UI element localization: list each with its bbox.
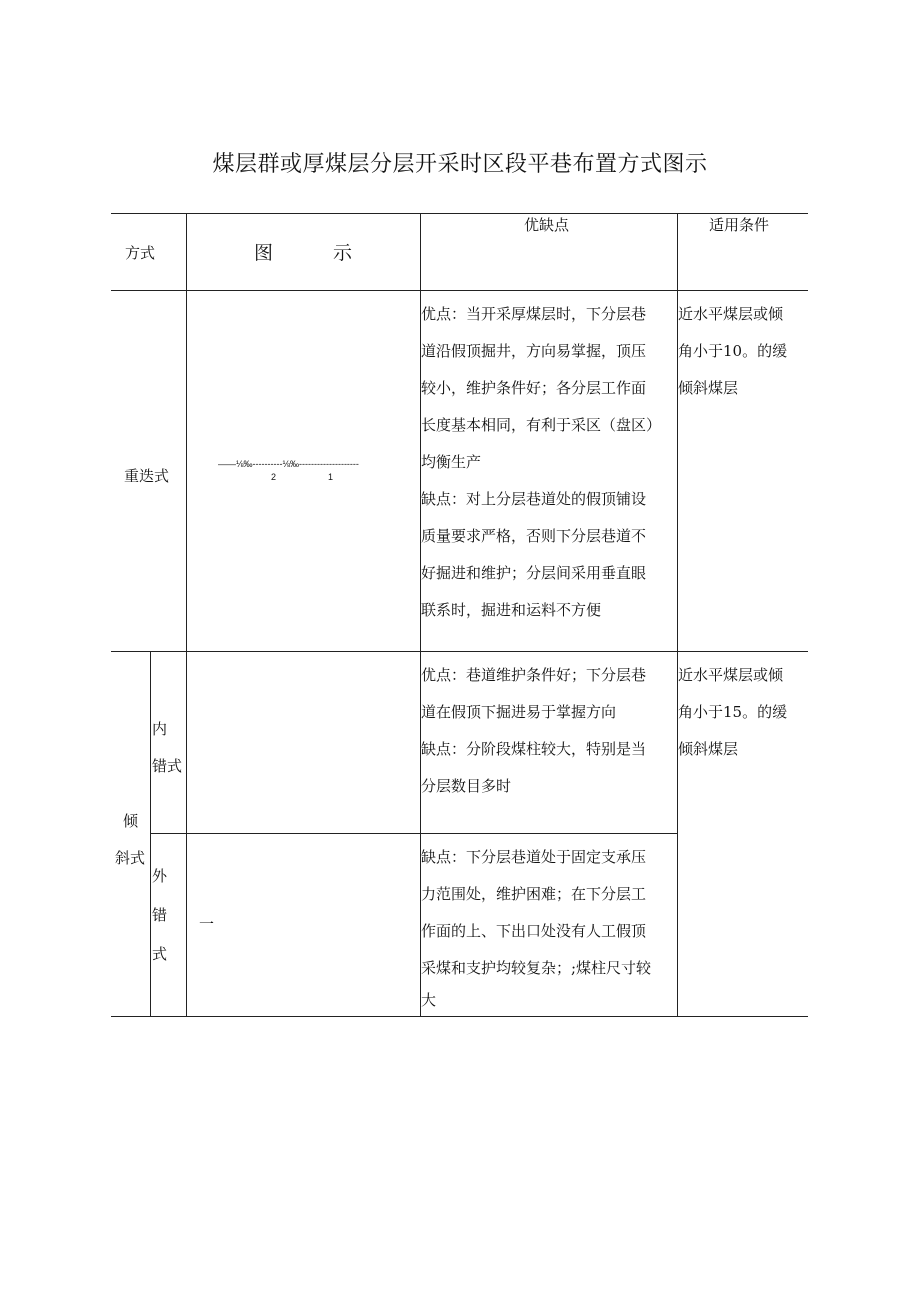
inner-text-line: 分层数目多时: [421, 777, 512, 795]
outer-diagram-mark: 一: [199, 915, 215, 933]
stacked-text-line: 道沿假顶掘井，方向易掌握，顶压: [421, 342, 647, 360]
method-inner-1: 内: [152, 720, 168, 738]
subcol-divider: [150, 651, 151, 1016]
outer-text-line: 采煤和支护均较复杂；;煤柱尺寸较: [421, 959, 652, 977]
header-diagram-2: 示: [333, 242, 353, 264]
header-divider: [111, 290, 808, 291]
outer-text-line: 缺点：下分层巷道处于固定支承压: [421, 848, 647, 866]
stacked-text-line: 缺点：对上分层巷道处的假顶铺设: [421, 490, 647, 508]
stacked-diagram-line: ——⅛‰----------⅛‰--------------------: [218, 459, 359, 469]
outer-text-line: 作面的上、下出口处没有人工假顶: [421, 922, 647, 940]
method-stacked: 重迭式: [124, 467, 170, 485]
inner-text-line: 缺点：分阶段煤柱较大，特别是当: [421, 740, 647, 758]
inner-condition-line: 角小于15。的缓: [678, 703, 788, 721]
method-inner-2: 错式: [152, 757, 183, 775]
outer-text-line: 力范围处，维护困难；在下分层工: [421, 885, 647, 903]
stacked-text-line: 优点：当开采厚煤层时，下分层巷: [421, 305, 647, 323]
inner-text-line: 优点：巷道维护条件好；下分层巷: [421, 666, 647, 684]
row-divider: [111, 651, 808, 652]
header-method: 方式: [125, 244, 156, 262]
col-divider-1: [186, 213, 187, 1016]
stacked-diagram-label-2: 2: [271, 472, 277, 482]
table-border-top: [111, 213, 808, 214]
stacked-text-line: 好掘进和维护；分层间采用垂直眼: [421, 564, 647, 582]
table-border-bottom: [111, 1016, 808, 1017]
stacked-condition-line: 角小于10。的缓: [678, 342, 788, 360]
method-inclined-2: 斜式: [115, 849, 146, 867]
method-outer-1: 外: [152, 867, 168, 885]
subrow-divider: [150, 833, 677, 834]
stacked-condition-line: 近水平煤层或倾: [678, 305, 784, 323]
stacked-condition-line: 倾斜煤层: [678, 379, 739, 397]
method-inclined-1: 倾: [123, 812, 139, 830]
page-title: 煤层群或厚煤层分层开采时区段平巷布置方式图示: [212, 152, 708, 177]
method-outer-2: 错: [152, 906, 168, 924]
outer-text-line: 大: [421, 991, 437, 1009]
inner-text-line: 道在假顶下掘进易于掌握方向: [421, 703, 617, 721]
stacked-text-line: 联系时，掘进和运料不方便: [421, 601, 602, 619]
stacked-text-line: 质量要求严格，否则下分层巷道不: [421, 527, 647, 545]
header-diagram-1: 图: [254, 242, 274, 264]
inner-condition-line: 近水平煤层或倾: [678, 666, 784, 684]
inner-condition-line: 倾斜煤层: [678, 740, 739, 758]
layout-table: [111, 213, 808, 1017]
stacked-text-line: 长度基本相同，有利于采区（盘区）: [421, 416, 662, 434]
header-conditions: 适用条件: [709, 216, 770, 234]
method-outer-3: 式: [152, 945, 168, 963]
stacked-diagram-label-1: 1: [328, 472, 334, 482]
stacked-text-line: 均衡生产: [421, 453, 482, 471]
stacked-text-line: 较小，维护条件好；各分层工作面: [421, 379, 647, 397]
header-pros-cons: 优缺点: [524, 216, 570, 234]
